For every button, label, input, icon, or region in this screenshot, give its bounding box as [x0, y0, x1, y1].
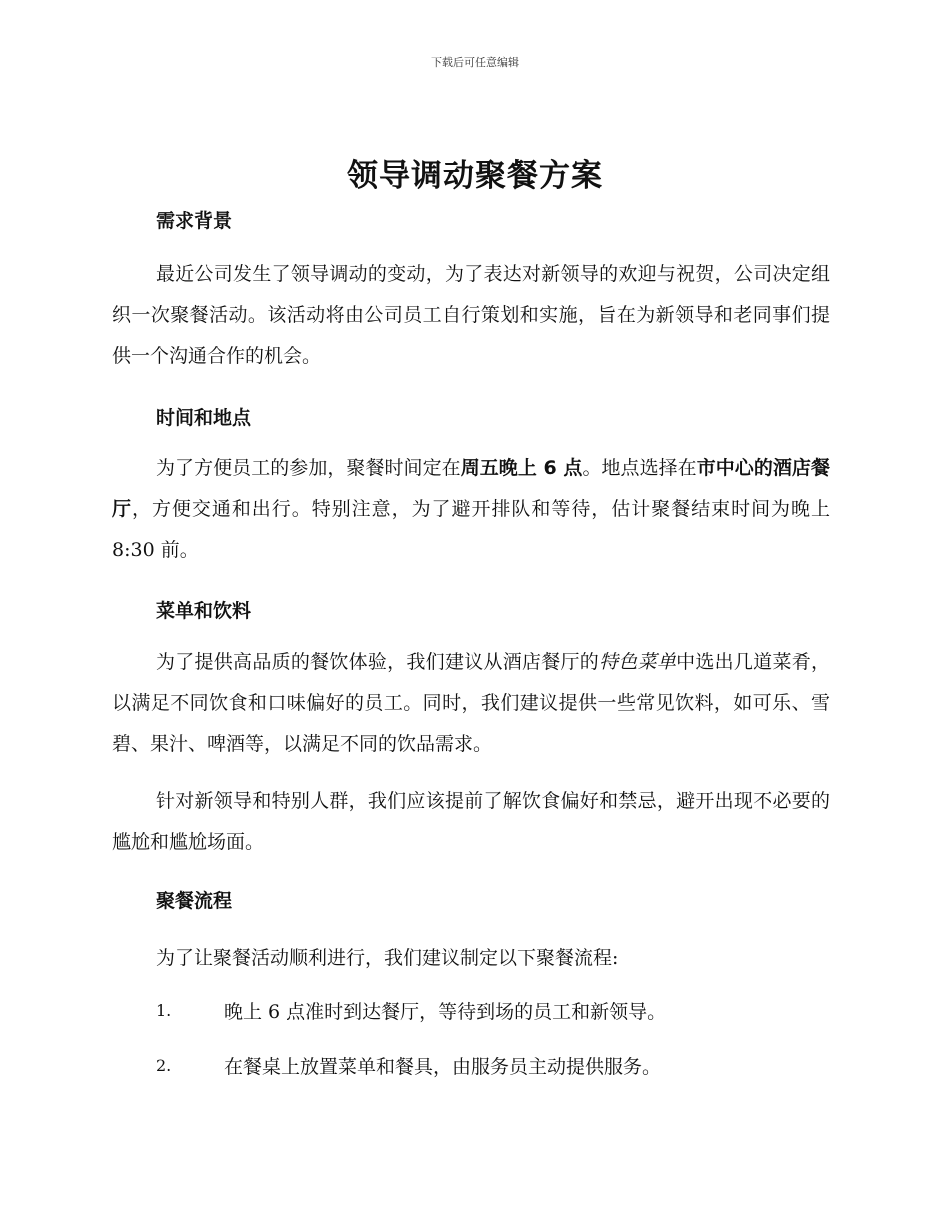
document-title: 领导调动聚餐方案: [347, 158, 603, 194]
paragraph-menu-2: 针对新领导和特别人群，我们应该提前了解饮食偏好和禁忌，避开出现不必要的尴尬和尴尬场面。: [112, 790, 830, 853]
page-header: 下载后可任意编辑: [431, 56, 519, 69]
text-run: 为了方便员工的参加，聚餐时间定在: [156, 457, 461, 479]
bold-place: 市中心的酒店餐厅: [112, 457, 830, 520]
text-run: 中选出几道菜肴，以满足不同饮食和口味偏好的员工。同时，我们建议提供一些常见饮料，如可乐、雪碧、果汁、啤酒等，以满足不同的饮品需求。: [112, 651, 830, 755]
paragraph-time-place: [112, 448, 830, 571]
list-item-number: 1.: [156, 1001, 172, 1020]
text-run: 为了提供高品质的餐饮体验，我们建议从酒店餐厅的: [156, 651, 600, 673]
text-run: ，方便交通和出行。特别注意，为了避开排队和等待，估计聚餐结束时间为晚上 8:30 前。: [112, 498, 830, 561]
section-heading-time-place: 时间和地点: [156, 407, 252, 429]
list-item-text: 在餐桌上放置菜单和餐具，由服务员主动提供服务。: [224, 1056, 662, 1078]
paragraph-background: 最近公司发生了领导调动的变动，为了表达对新领导的欢迎与祝贺，公司决定组织一次聚餐活动。该活动将由公司员工自行策划和实施，旨在为新领导和老同事们提供一个沟通合作的机会。: [112, 263, 830, 367]
section-heading-process: 聚餐流程: [156, 890, 233, 912]
text-run: 。地点选择在: [582, 457, 697, 479]
italic-special-menu: 特色菜单: [599, 651, 677, 673]
section-heading-menu: 菜单和饮料: [156, 600, 252, 622]
bold-time: 周五晚上 6 点: [460, 457, 583, 479]
list-item-text: 晚上 6 点准时到达餐厅，等待到场的员工和新领导。: [224, 1001, 667, 1023]
section-heading-background: 需求背景: [156, 210, 233, 232]
list-item-number: 2.: [156, 1056, 172, 1075]
paragraph-menu-1: [112, 642, 830, 765]
paragraph-process-intro: 为了让聚餐活动顺利进行，我们建议制定以下聚餐流程:: [156, 947, 619, 969]
